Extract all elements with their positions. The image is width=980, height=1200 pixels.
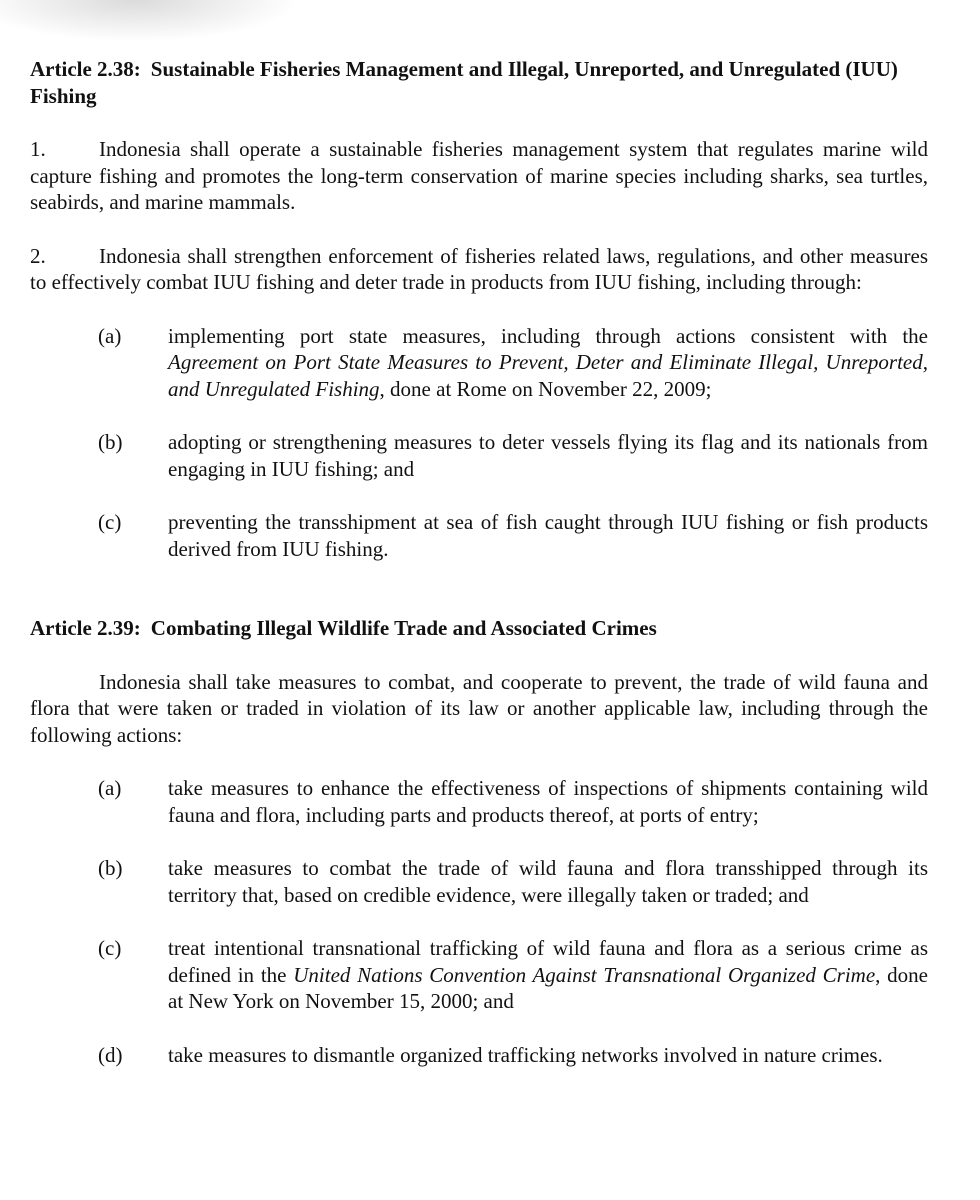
article-2-39-item-a [98,775,928,828]
item-text: take measures to combat the trade of wild fauna and flora transshipped through its territory that, based on credible evidence, were illegally taken or traded; and [168,856,928,907]
article-2-38-paragraph-1 [30,136,928,216]
article-2-39-number: Article 2.39: [30,616,141,640]
item-text-pre: implementing port state measures, including through actions consistent with the [168,323,928,348]
article-2-38-item-c [98,509,928,562]
item-text: take measures to dismantle organized trafficking networks involved in nature crimes. [168,1042,883,1067]
article-2-39-item-d [98,1042,928,1069]
article-2-39-item-b [98,855,928,908]
paragraph-text: Indonesia shall strengthen enforcement of fisheries related laws, regulations, and other measures to effectively combat IUU fishing and deter trade in products from IUU fishing, including through: [30,243,928,294]
article-2-39-intro: Indonesia shall take measures to combat, and cooperate to prevent, the trade of wild fauna and flora that were taken or traded in violation of its law or another applicable law, including through the following actions: [30,669,928,747]
article-2-38-paragraph-2 [30,243,928,296]
paragraph-text: Indonesia shall operate a sustainable fisheries management system that regulates marine wild capture fishing and promotes the long-term conservation of marine species including sharks, sea turtles, seabirds, and marine mammals. [30,137,928,214]
item-label: (d) [98,1042,123,1067]
article-2-38-title: Sustainable Fisheries Management and Illegal, Unreported, and Unregulated (IUU) Fishing [30,57,898,108]
agreement-title: Agreement on Port State Measures to Prevent, Deter and Eliminate Illegal, Unreported, and Unregulated Fishing [168,350,928,401]
item-label: (c) [98,510,122,534]
article-2-39-heading [30,615,928,642]
item-text [168,935,928,1015]
item-text [168,323,928,403]
article-2-39-title: Combating Illegal Wildlife Trade and Associated Crimes [150,616,657,640]
item-text: preventing the transshipment at sea of fish caught through IUU fishing or fish products derived from IUU fishing. [168,510,928,561]
item-text-post: , done at New York on November 15, 2000; and [168,962,928,1013]
article-2-38-item-a [98,323,928,403]
convention-title: United Nations Convention Against Transnational Organized Crime [293,962,876,987]
item-text: take measures to enhance the effectiveness of inspections of shipments containing wild fauna and flora, including parts and products thereof, at ports of entry; [168,776,928,827]
item-text-pre: treat intentional transnational trafficking of wild fauna and flora as a serious crime as defined in the [168,936,928,987]
item-label: (b) [98,430,123,454]
scan-shadow [0,0,300,42]
item-text-post: , done at Rome on November 22, 2009; [379,376,712,401]
document-page [30,56,928,1068]
item-label: (c) [98,936,122,960]
article-2-39-item-c [98,935,928,1015]
item-label: (b) [98,856,123,880]
article-2-38-heading [30,56,928,109]
article-2-38-item-b [98,429,928,482]
paragraph-number: 2. [30,243,46,268]
item-label: (a) [98,776,122,800]
item-text: adopting or strengthening measures to deter vessels flying its flag and its nationals from engaging in IUU fishing; and [168,430,928,481]
paragraph-number: 1. [30,137,46,161]
item-label: (a) [98,323,122,348]
article-2-38-number: Article 2.38: [30,57,141,81]
